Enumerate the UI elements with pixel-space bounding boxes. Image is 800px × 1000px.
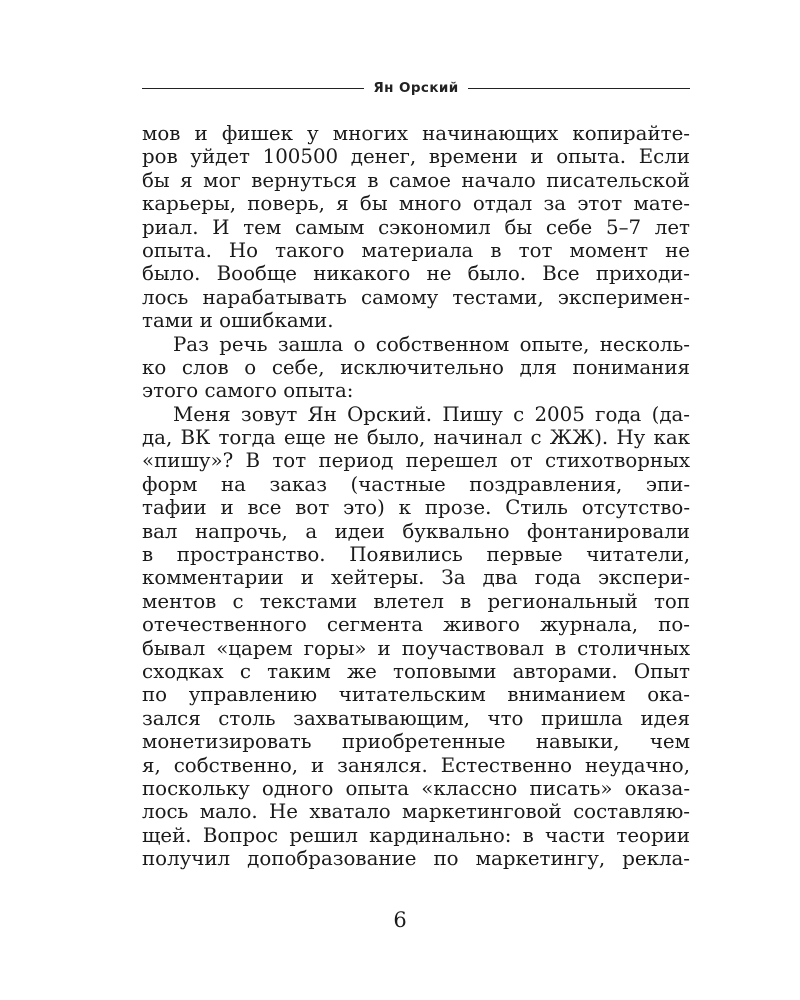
text-line: ко слов о себе, исключительно для понимания: [142, 355, 690, 379]
header-rule-left: [142, 88, 364, 89]
text-line: мов и фишек у многих начинающих копирайте-: [142, 122, 690, 145]
text-line: ментов с текстами влетел в региональный топ: [142, 589, 690, 613]
text-line: форм на заказ (частные поздравления, эпи-: [142, 472, 690, 496]
text-line: этого самого опыта:: [142, 379, 354, 403]
text-line: вал напрочь, а идеи буквально фонтанировали: [142, 519, 690, 543]
text-line: Меня зовут Ян Орский. Пишу с 2005 года (да-: [173, 402, 690, 426]
text-line: ров уйдет 100500 денег, времени и опыта. Если: [142, 145, 690, 169]
text-line: Раз речь зашла о собственном опыте, несколь-: [173, 332, 690, 356]
text-line: карьеры, поверь, я бы много отдал за этот мате-: [142, 192, 690, 216]
text-line: зался столь захватывающим, что пришла идея: [142, 706, 690, 730]
text-line: щей. Вопрос решил кардинально: в части теории: [142, 823, 690, 847]
text-line: комментарии и хейтеры. За два года экспери-: [142, 566, 690, 590]
text-line: тафии и все вот это) к прозе. Стиль отсутство-: [142, 496, 690, 520]
text-line: риал. И тем самым сэкономил бы себе 5–7 лет: [142, 215, 690, 239]
text-line: бывал «царем горы» и поучаствовал в столичных: [142, 636, 690, 660]
text-line: лось мало. Не хватало маркетинговой составляю-: [142, 800, 690, 824]
text-line: отечественного сегмента живого журнала, по-: [142, 613, 690, 637]
text-line: тами и ошибками.: [142, 309, 334, 333]
text-line: сходках с таким же топовыми авторами. Опыт: [142, 659, 690, 683]
header-rule-right: [468, 88, 690, 89]
text-line: в пространство. Появились первые читатели,: [142, 543, 690, 567]
text-line: получил допобразование по маркетингу, рекла-: [142, 847, 690, 871]
text-line: опыта. Но такого материала в тот момент не: [142, 238, 690, 262]
text-line: лось нарабатывать самому тестами, эксперимен-: [142, 285, 690, 309]
text-line: «пишу»? В тот период перешел от стихотворных: [142, 449, 690, 473]
text-line: бы я мог вернуться в самое начало писательской: [142, 168, 690, 192]
body-text: [142, 122, 690, 871]
header-author: Ян Орский: [373, 80, 459, 96]
text-line: я, собственно, и занялся. Естественно неудачно,: [142, 753, 690, 777]
text-line: да, ВК тогда еще не было, начинал с ЖЖ). Ну как: [142, 426, 690, 450]
text-line: по управлению читательским вниманием ока-: [142, 683, 690, 707]
running-header: [142, 78, 690, 98]
page-number: 6: [393, 908, 407, 932]
text-line: было. Вообще никакого не было. Все приходи-: [142, 262, 690, 286]
text-line: поскольку одного опыта «классно писать» оказа-: [142, 776, 690, 800]
text-line: монетизировать приобретенные навыки, чем: [142, 730, 690, 754]
